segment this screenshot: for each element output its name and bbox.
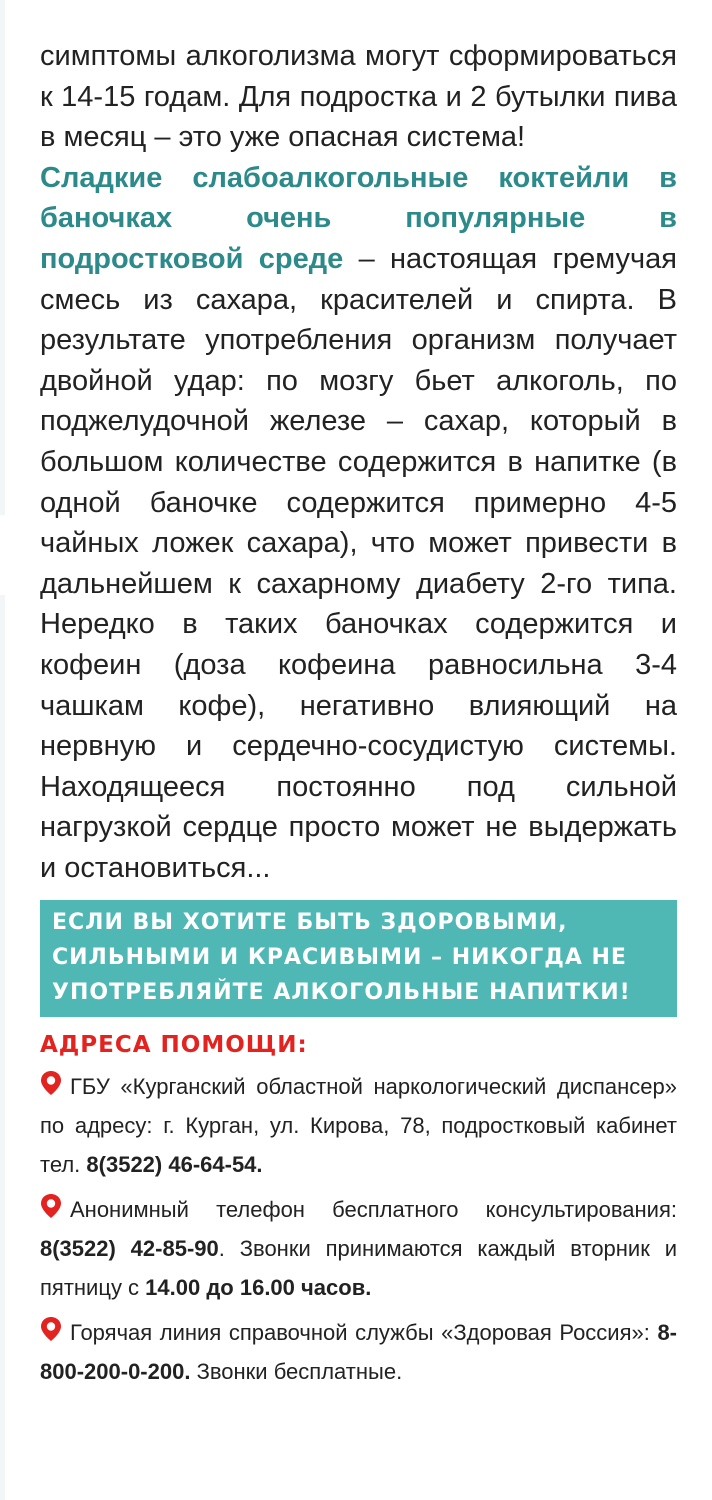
map-pin-icon — [40, 1316, 62, 1342]
health-slogan-banner — [40, 900, 677, 1017]
help-item-phone: 8(3522) 42-85-90 — [40, 1236, 219, 1262]
help-item-tail: Звонки бесплатные. — [190, 1359, 403, 1385]
article-intro: симптомы алкоголизма могут сформироваться к 14-15 годам. Для подростка и 2 бутылки пива в месяц – это уже опасная система! — [40, 40, 677, 154]
help-item-text: Анонимный телефон бесплатного консультирования: — [70, 1197, 677, 1223]
help-addresses-title: АДРЕСА ПОМОЩИ: — [40, 1032, 308, 1059]
leaflet-content — [40, 36, 677, 1391]
article-body: – настоящая гремучая смесь из сахара, красителей и спирта. В результате употребления организм получает двойной удар: по мозгу бьет алкоголь, по поджелудочной железе – сахар, который в большом количестве содержится в напитке (в одной баночке содержится примерно 4-5 чайных ложек сахара), что может привести в дальнейшем к сахарному диабету 2-го типа. Нередко в таких баночках содержится и кофеин (доза кофеина равносильна 3-4 чашкам кофе), негативно влияющий на нервную и сердечно-сосудистую системы. Находящееся постоянно под сильной нагрузкой сердце просто может не выдержать и остановиться... — [40, 242, 677, 884]
map-pin-icon — [40, 1193, 62, 1219]
help-item-text: ГБУ «Курганский областной наркологический диспансер» по адресу: г. Курган, ул. Кирова, 78, подростковый кабинет тел. — [40, 1074, 677, 1178]
help-item-dispensary — [40, 1067, 677, 1184]
banner-text: ЕСЛИ ВЫ ХОТИТЕ БЫТЬ ЗДОРОВЫМИ, СИЛЬНЫМИ И КРАСИВЫМИ – НИКОГДА НЕ УПОТРЕБЛЯЙТЕ АЛКОГОЛЬНЫЕ НАПИТКИ! — [52, 910, 631, 1006]
article-text — [40, 36, 677, 888]
page-edge-strip — [0, 0, 5, 1500]
help-item-hotline — [40, 1313, 677, 1391]
map-pin-icon — [40, 1070, 62, 1096]
article-lead-highlight: Сладкие слабоалкогольные коктейли в баночках очень популярные в подростковой среде — [40, 161, 677, 275]
help-item-anonymous-line — [40, 1190, 677, 1307]
help-item-phone: 8-800-200-0-200. — [40, 1320, 677, 1385]
help-item-text: Горячая линия справочной службы «Здоровая Россия»: — [70, 1320, 658, 1346]
help-item-phone: 8(3522) 46-64-54. — [86, 1152, 263, 1178]
help-item-tail: . Звонки принимаются каждый вторник и пятницу с — [40, 1236, 677, 1301]
help-item-hours: 14.00 до 16.00 часов. — [145, 1275, 372, 1301]
